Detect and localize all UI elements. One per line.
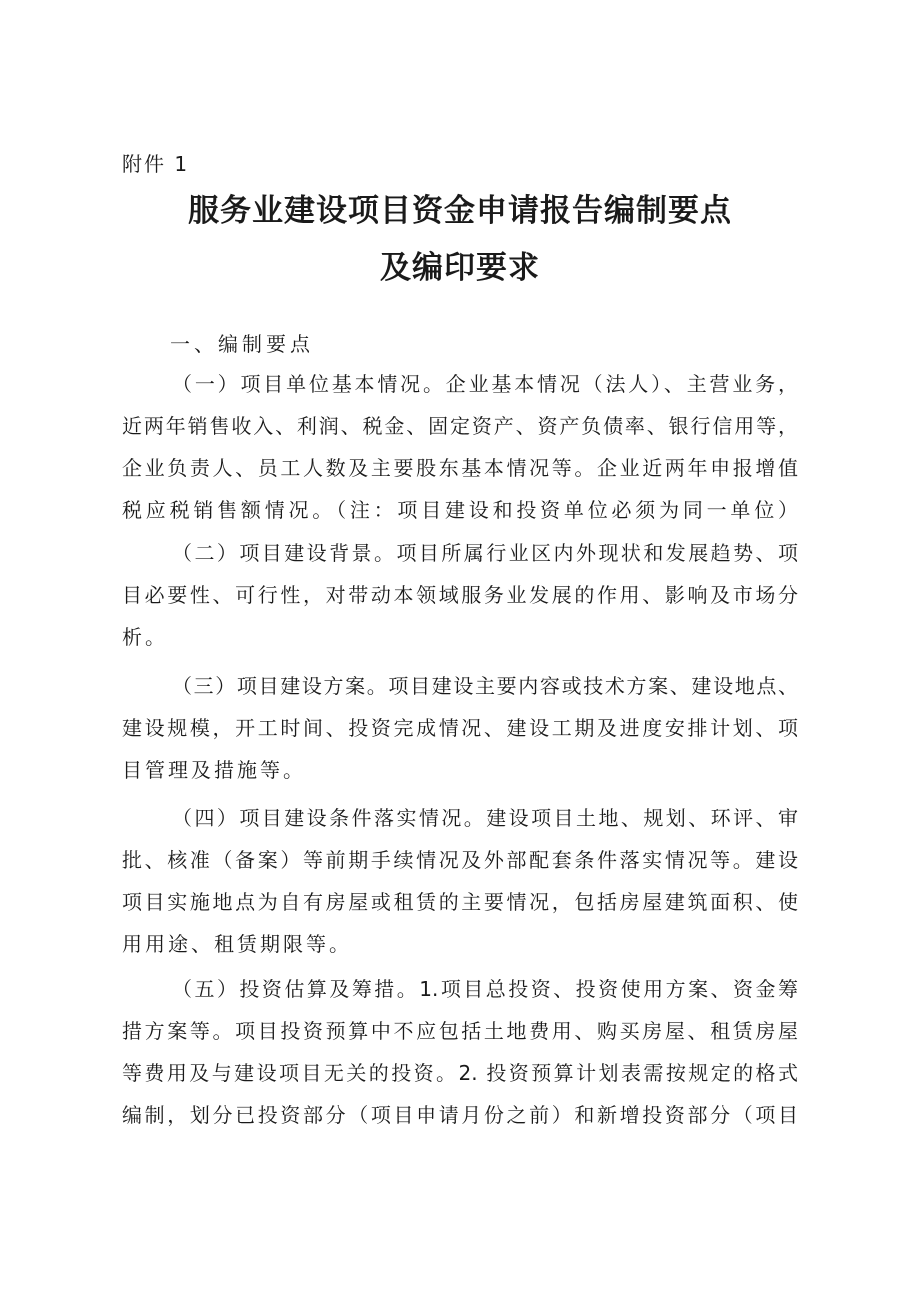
section-heading-compilation-points: 一、编制要点 [170,332,314,356]
paragraph-4-line-1: （四）项目建设条件落实情况。建设项目土地、规划、环评、审 [172,806,798,830]
paragraph-3-line-1: （三）项目建设方案。项目建设主要内容或技术方案、建设地点、 [172,674,798,698]
paragraph-2-line-2: 目必要性、可行性，对带动本领域服务业发展的作用、影响及市场分 [122,583,798,607]
paragraph-5-line-1: （五）投资估算及筹措。1.项目总投资、投资使用方案、资金筹 [172,977,798,1001]
paragraph-3-line-3: 目管理及措施等。 [122,758,306,782]
paragraph-4-line-3: 项目实施地点为自有房屋或租赁的主要情况，包括房屋建筑面积、使 [122,890,798,914]
attachment-label: 附件 1 [122,152,190,176]
paragraph-1-line-3: 企业负责人、员工人数及主要股东基本情况等。企业近两年申报增值 [122,456,798,480]
paragraph-1-line-4: 税应税销售额情况。（注：项目建设和投资单位必须为同一单位） [122,498,798,522]
paragraph-4-line-4: 用用途、租赁期限等。 [122,932,352,956]
paragraph-2-line-3: 析。 [122,625,168,649]
document-title-line-2: 及编印要求 [380,250,540,286]
paragraph-3-line-2: 建设规模，开工时间、投资完成情况、建设工期及进度安排计划、项 [122,716,798,740]
paragraph-5-line-2: 措方案等。项目投资预算中不应包括土地费用、购买房屋、租赁房屋 [122,1019,798,1043]
paragraph-1-line-2: 近两年销售收入、利润、税金、固定资产、资产负债率、银行信用等， [122,414,798,438]
paragraph-4-line-2: 批、核准（备案）等前期手续情况及外部配套条件落实情况等。建设 [122,848,798,872]
paragraph-5-line-4: 编制，划分已投资部分（项目申请月份之前）和新增投资部分（项目 [122,1103,798,1127]
paragraph-1-line-1: （一）项目单位基本情况。企业基本情况（法人）、主营业务， [172,372,798,396]
paragraph-5-line-3: 等费用及与建设项目无关的投资。2. 投资预算计划表需按规定的格式 [122,1061,798,1085]
paragraph-2-line-1: （二）项目建设背景。项目所属行业区内外现状和发展趋势、项 [172,541,798,565]
document-title-line-1: 服务业建设项目资金申请报告编制要点 [188,193,732,229]
